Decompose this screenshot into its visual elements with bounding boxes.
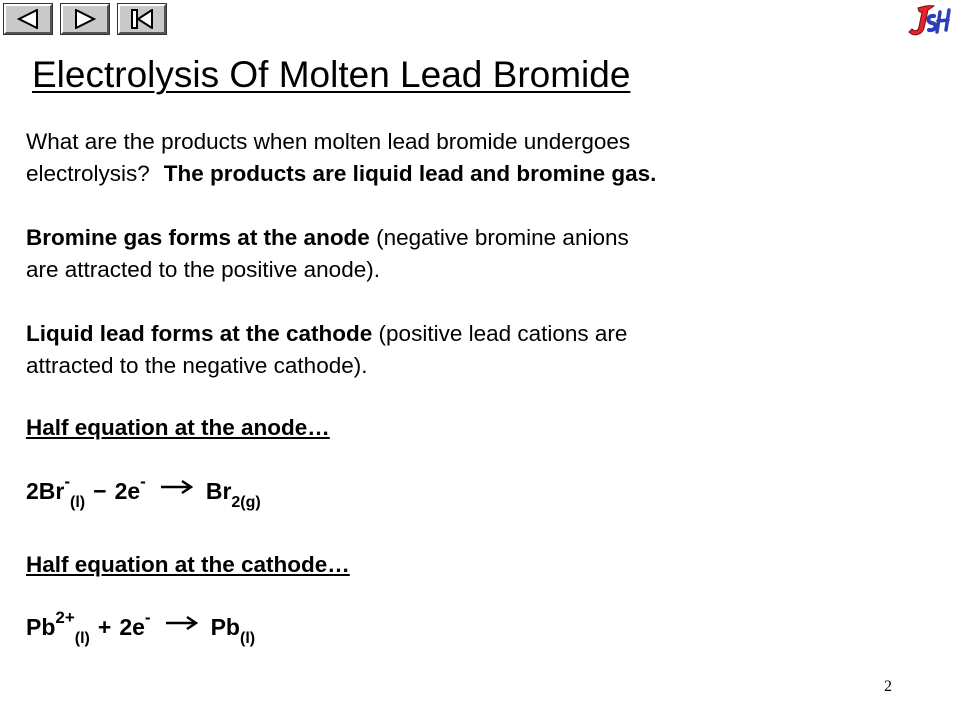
reactant: 2Br xyxy=(26,478,65,504)
reactant-charge: - xyxy=(64,472,71,491)
triangle-right-icon xyxy=(72,9,98,29)
question-paragraph xyxy=(26,126,826,190)
cathode-heading: Half equation at the cathode… xyxy=(26,552,350,577)
cathode-paragraph xyxy=(26,318,826,382)
anode-line-1 xyxy=(26,222,826,254)
anode-line-2: are attracted to the positive anode). xyxy=(26,257,380,282)
product: Pb xyxy=(210,614,240,640)
anode-explanation: (negative bromine anions xyxy=(369,225,629,250)
page-number: 2 xyxy=(884,678,892,695)
cathode-statement: Liquid lead forms at the cathode xyxy=(26,321,373,346)
cathode-explanation: (positive lead cations are xyxy=(372,321,628,346)
next-button[interactable] xyxy=(61,4,109,34)
electrons: 2e xyxy=(114,478,141,504)
anode-statement: Bromine gas forms at the anode xyxy=(26,225,370,250)
previous-button[interactable] xyxy=(4,4,52,34)
question-line-1: What are the products when molten lead bromide undergoes xyxy=(26,129,631,154)
question-line-2 xyxy=(26,158,826,190)
jsh-logo xyxy=(904,2,954,42)
cathode-line-1 xyxy=(26,318,826,350)
anode-heading: Half equation at the anode… xyxy=(26,415,330,440)
electron-charge: - xyxy=(144,608,151,627)
right-arrow-icon xyxy=(160,474,194,501)
operator: − xyxy=(93,478,107,504)
operator: + xyxy=(97,614,112,640)
electrons: 2e xyxy=(119,614,145,640)
skip-to-start-icon xyxy=(128,9,156,29)
triangle-left-icon xyxy=(15,9,41,29)
reactant-state: (l) xyxy=(74,630,90,647)
answer-text: The products are liquid lead and bromine gas. xyxy=(163,161,657,186)
electron-charge: - xyxy=(140,472,146,491)
jsh-logo-icon xyxy=(904,2,954,42)
reactant-state: (l) xyxy=(70,494,86,511)
slide-navigation xyxy=(4,4,166,34)
cathode-line-2: attracted to the negative cathode). xyxy=(26,353,368,378)
reactant: Pb xyxy=(26,614,56,640)
cathode-half-equation xyxy=(26,608,256,647)
page-title: Electrolysis Of Molten Lead Bromide xyxy=(32,54,631,95)
product-state: 2(g) xyxy=(231,494,261,511)
anode-paragraph xyxy=(26,222,826,286)
question-text: electrolysis? xyxy=(26,161,150,186)
first-slide-button[interactable] xyxy=(118,4,166,34)
product: Br xyxy=(205,478,232,504)
reactant-charge: 2+ xyxy=(55,608,75,627)
product-state: (l) xyxy=(239,630,256,647)
anode-half-equation xyxy=(26,472,261,511)
right-arrow-icon xyxy=(165,610,199,637)
